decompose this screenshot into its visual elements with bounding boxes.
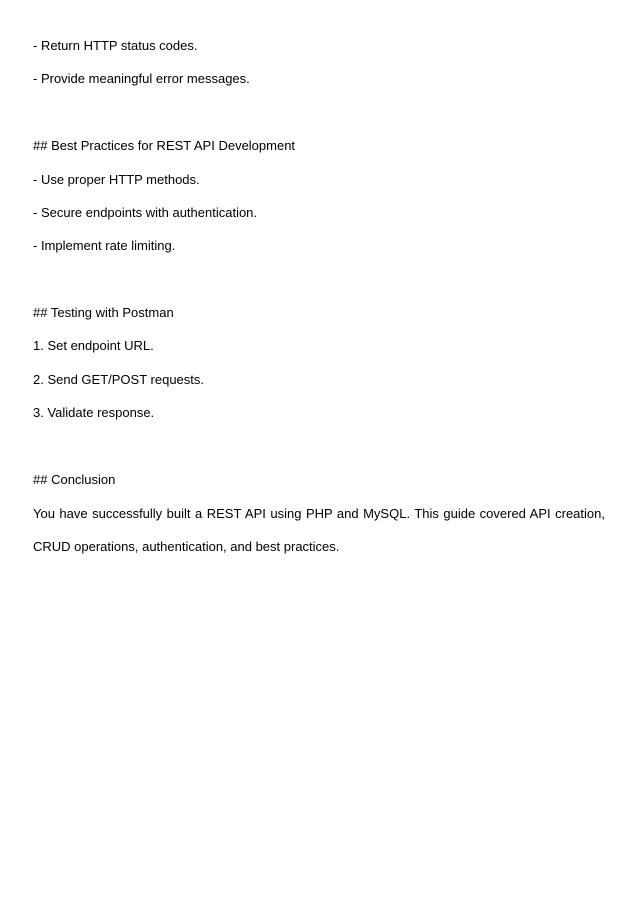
list-item-http-methods: - Use proper HTTP methods.: [33, 172, 200, 187]
list-item-meaningful-errors: - Provide meaningful error messages.: [33, 71, 250, 86]
heading-testing-postman: ## Testing with Postman: [33, 305, 174, 320]
list-item-send-requests: 2. Send GET/POST requests.: [33, 372, 205, 387]
heading-best-practices: ## Best Practices for REST API Development: [33, 138, 296, 153]
conclusion-paragraph: [33, 506, 605, 522]
heading-conclusion: ## Conclusion: [33, 472, 116, 487]
list-item-return-status-codes: - Return HTTP status codes.: [33, 38, 198, 53]
list-item-rate-limiting: - Implement rate limiting.: [33, 238, 176, 253]
conclusion-line-2: CRUD operations, authentication, and best practices.: [33, 539, 340, 554]
conclusion-line-1: You have successfully built a REST API using PHP and MySQL. This guide covered API creation,: [33, 506, 605, 521]
list-item-validate-response: 3. Validate response.: [33, 405, 155, 420]
list-item-set-endpoint: 1. Set endpoint URL.: [33, 338, 154, 353]
list-item-secure-endpoints: - Secure endpoints with authentication.: [33, 205, 258, 220]
